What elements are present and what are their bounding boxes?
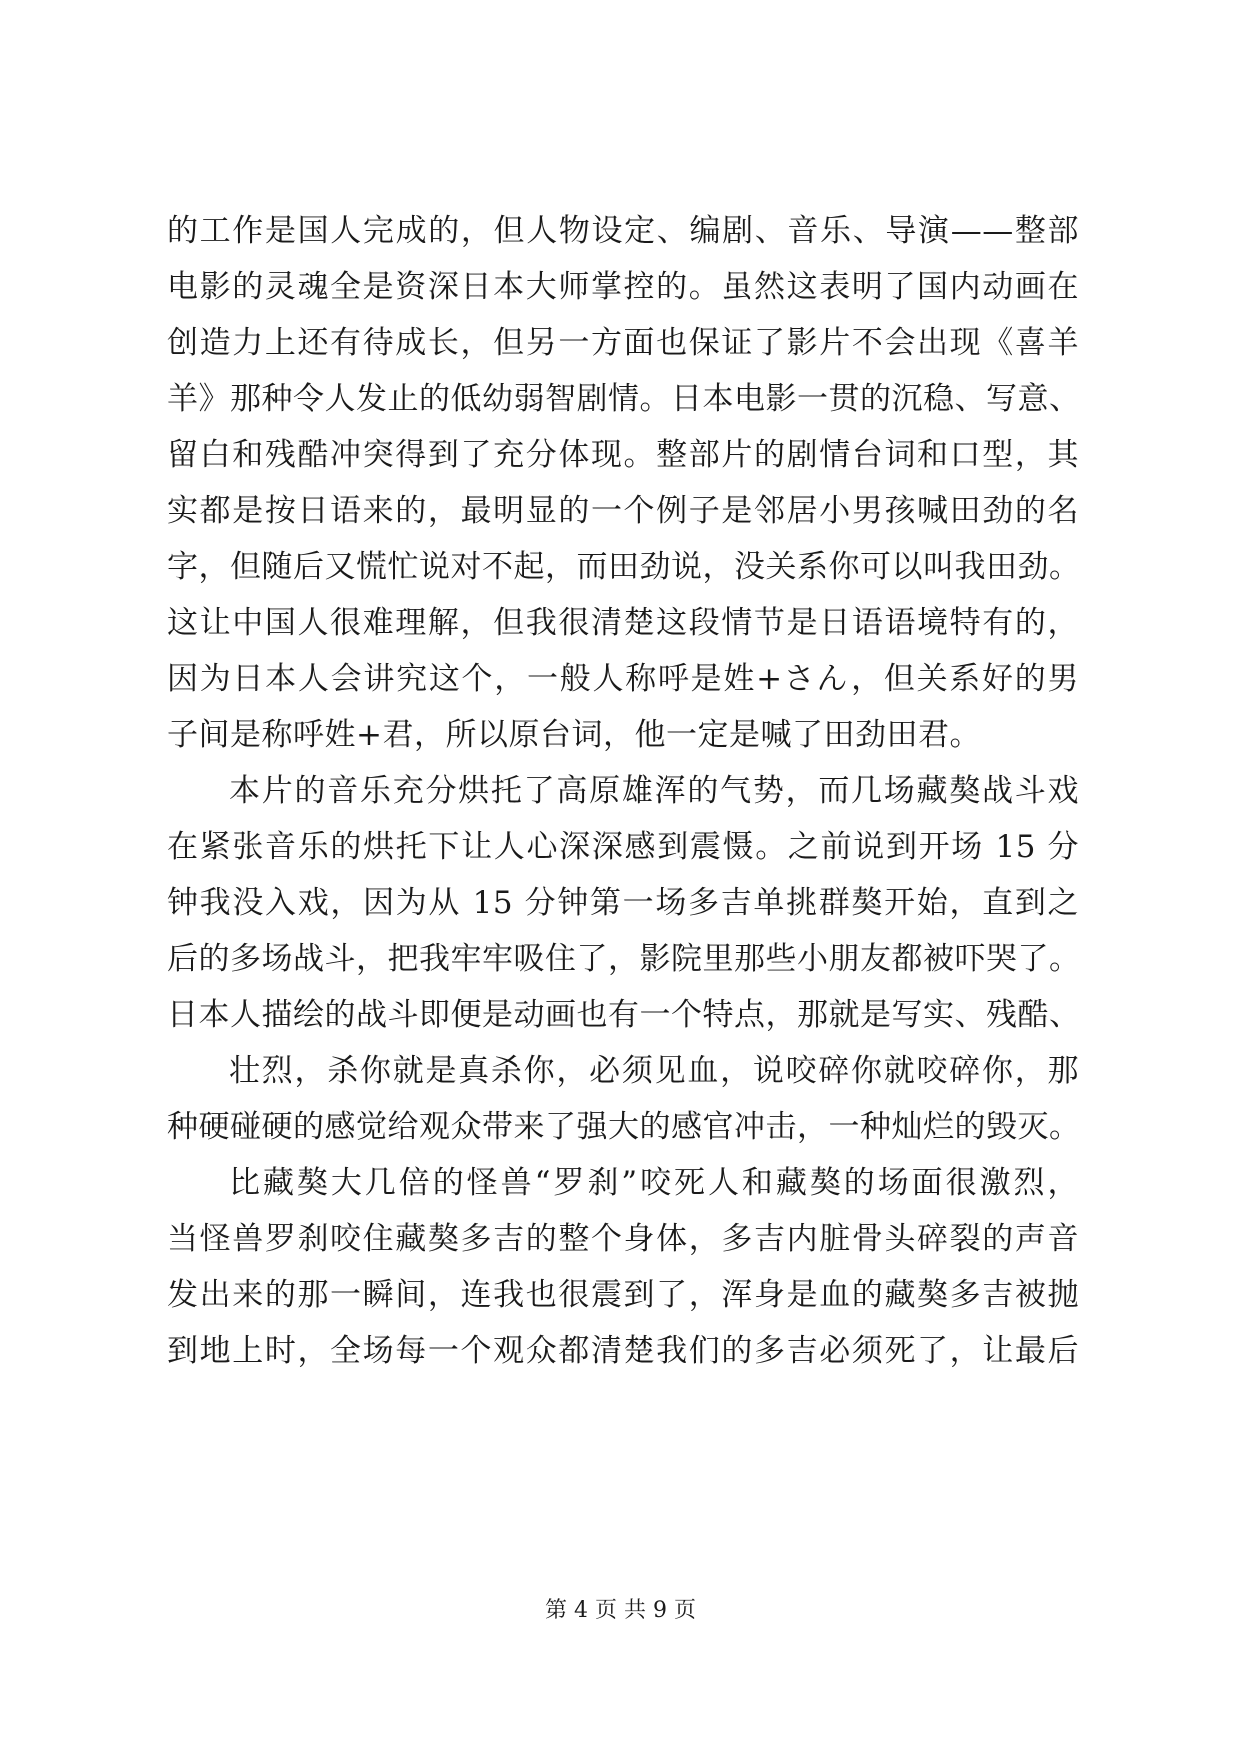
paragraph-line: 日本人描绘的战斗即便是动画也有一个特点，那就是写实、残酷、 xyxy=(167,997,1081,1033)
paragraph-line: 当怪兽罗刹咬住藏獒多吉的整个身体，多吉内脏骨头碎裂的声音 xyxy=(167,1221,1079,1257)
paragraph-line: 实都是按日语来的，最明显的一个例子是邻居小男孩喊田劲的名 xyxy=(167,493,1079,529)
paragraph-line: 到地上时，全场每一个观众都清楚我们的多吉必须死了，让最后 xyxy=(167,1333,1079,1369)
page-number-footer: 第 4 页 共 9 页 xyxy=(545,1598,696,1623)
paragraph-line: 电影的灵魂全是资深日本大师掌控的。虽然这表明了国内动画在 xyxy=(167,269,1079,305)
paragraph-line: 这让中国人很难理解，但我很清楚这段情节是日语语境特有的， xyxy=(167,605,1079,641)
paragraph-line: 字，但随后又慌忙说对不起，而田劲说，没关系你可以叫我田劲。 xyxy=(167,549,1081,585)
paragraph-line: 羊》那种令人发止的低幼弱智剧情。日本电影一贯的沉稳、写意、 xyxy=(167,381,1081,417)
paragraph-line: 本片的音乐充分烘托了高原雄浑的气势，而几场藏獒战斗戏 xyxy=(229,773,1079,809)
paragraph-line: 种硬碰硬的感觉给观众带来了强大的感官冲击，一种灿烂的毁灭。 xyxy=(167,1109,1081,1145)
paragraph-line: 的工作是国人完成的，但人物设定、编剧、音乐、导演——整部 xyxy=(167,213,1079,249)
paragraph-line: 在紧张音乐的烘托下让人心深深感到震慑。之前说到开场 15 分 xyxy=(167,829,1079,865)
paragraph-line: 留白和残酷冲突得到了充分体现。整部片的剧情台词和口型，其 xyxy=(167,437,1079,473)
paragraph-line: 壮烈，杀你就是真杀你，必须见血，说咬碎你就咬碎你，那 xyxy=(229,1053,1079,1089)
paragraph-line: 后的多场战斗，把我牢牢吸住了，影院里那些小朋友都被吓哭了。 xyxy=(167,941,1081,977)
paragraph-line: 子间是称呼姓+君，所以原台词，他一定是喊了田劲田君。 xyxy=(167,717,981,753)
paragraph-line: 比藏獒大几倍的怪兽“罗刹”咬死人和藏獒的场面很激烈， xyxy=(229,1165,1079,1201)
paragraph-line: 发出来的那一瞬间，连我也很震到了，浑身是血的藏獒多吉被抛 xyxy=(167,1277,1079,1313)
paragraph-line: 因为日本人会讲究这个，一般人称呼是姓+さん，但关系好的男 xyxy=(167,661,1079,697)
paragraph-line: 钟我没入戏，因为从 15 分钟第一场多吉单挑群獒开始，直到之 xyxy=(167,885,1079,921)
paragraph-line: 创造力上还有待成长，但另一方面也保证了影片不会出现《喜羊 xyxy=(167,325,1079,361)
